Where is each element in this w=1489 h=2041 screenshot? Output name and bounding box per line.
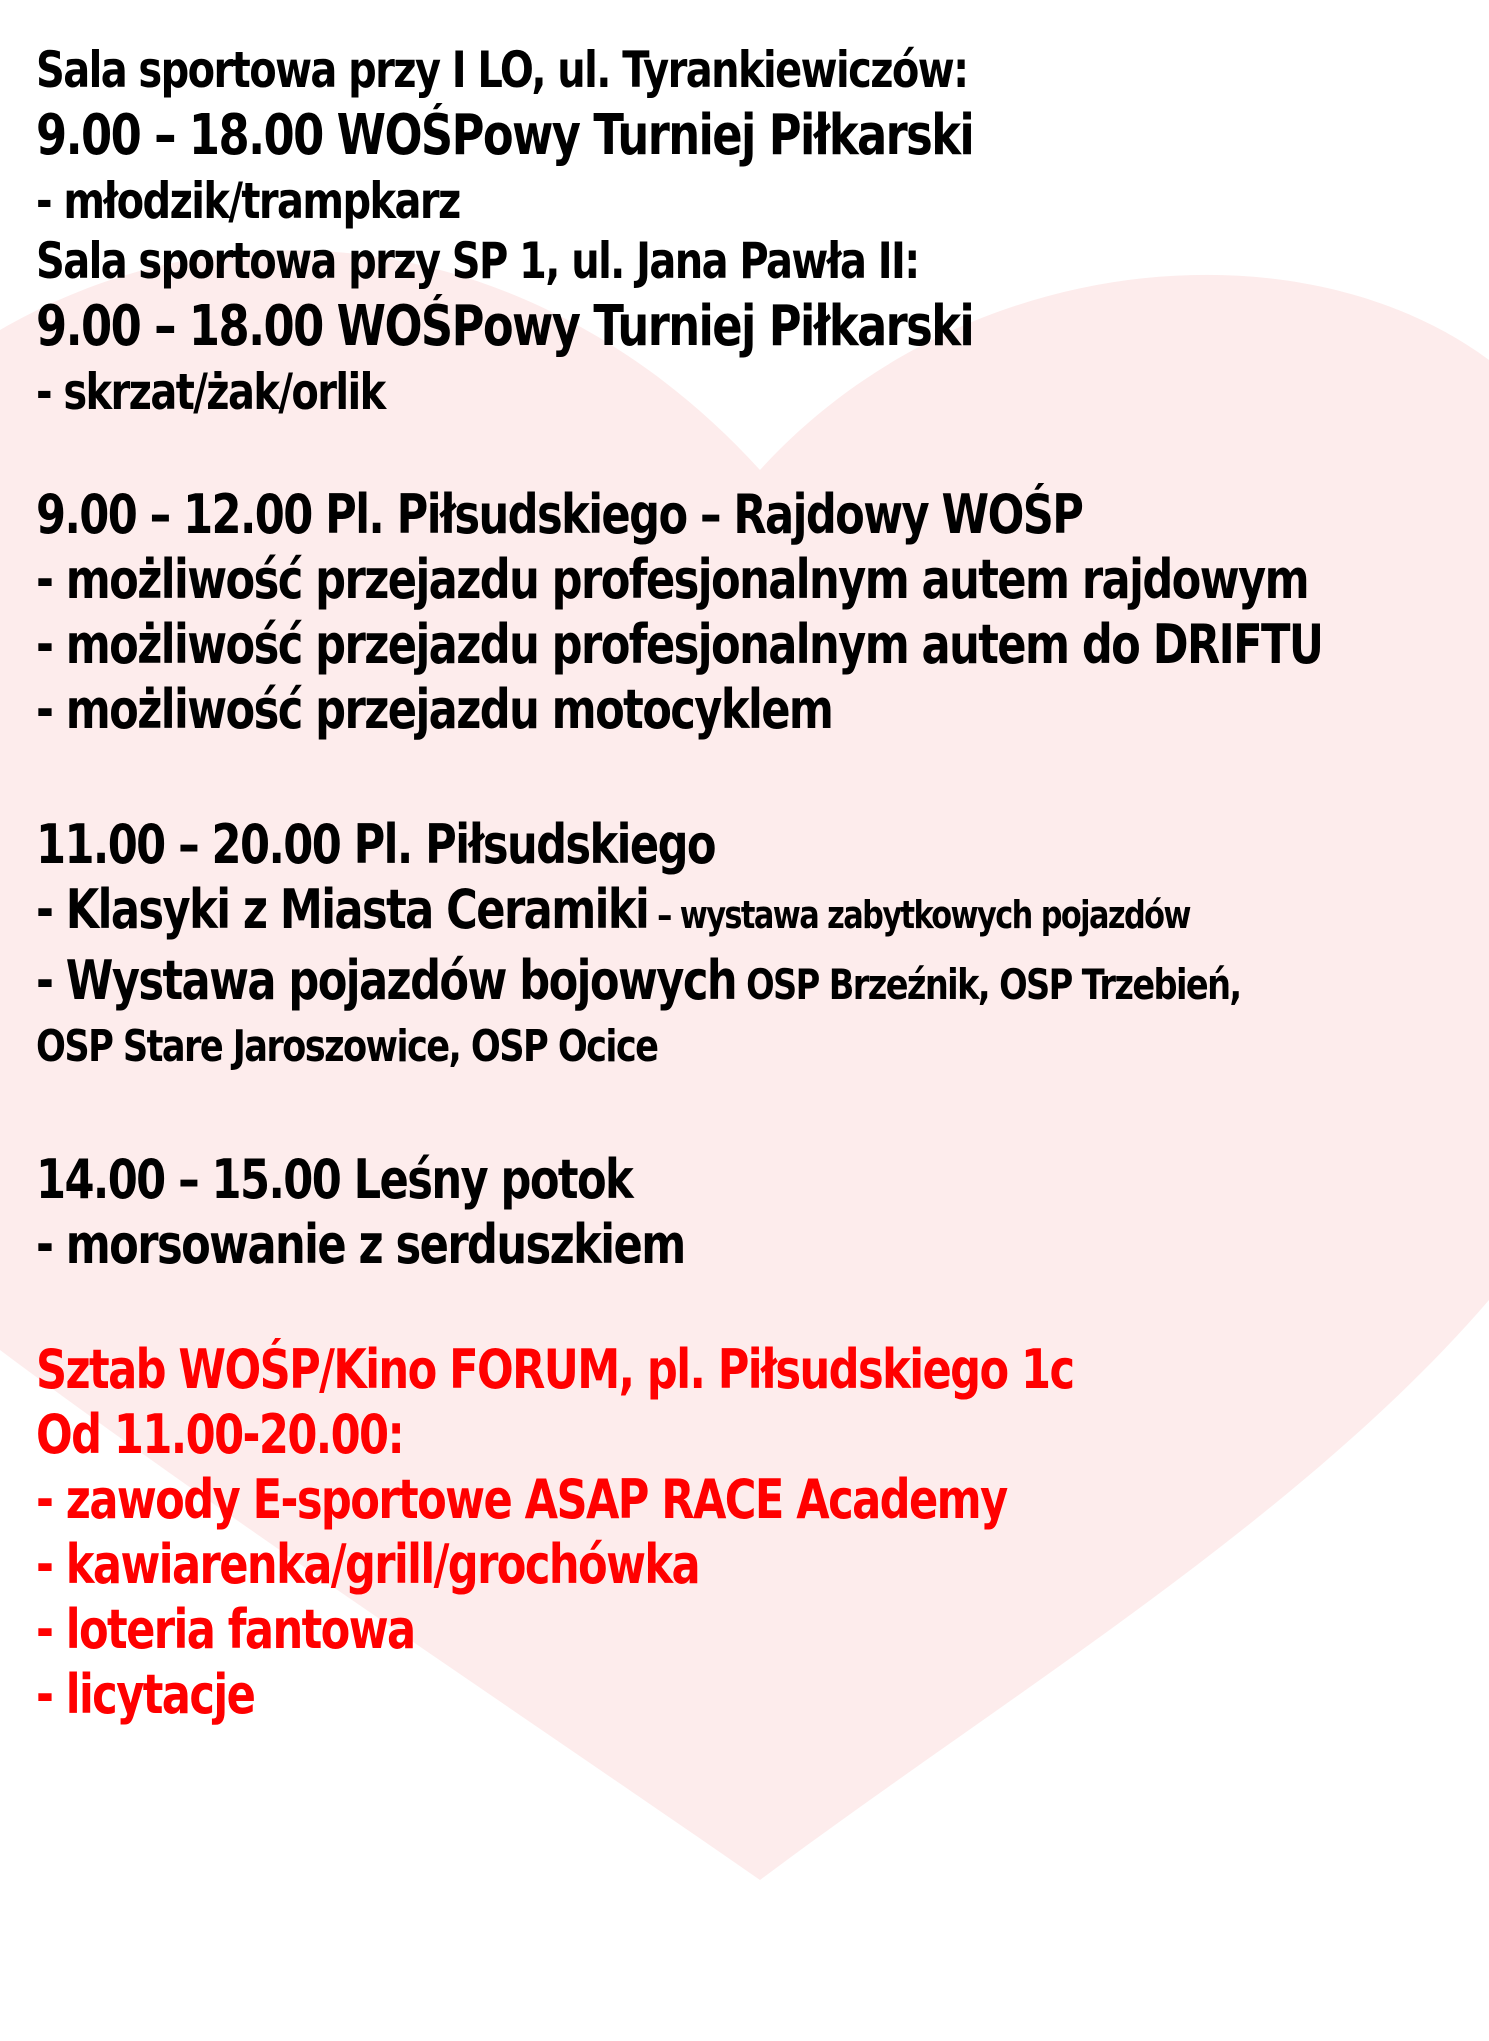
event-heading: 9.00 – 18.00 WOŚPowy Turniej Piłkarski [36, 294, 974, 359]
event-detail: - morsowanie z serduszkiem [36, 1213, 685, 1276]
list-item: - loteria fantowa [36, 1598, 415, 1661]
list-item: - możliwość przejazdu profesjonalnym autem rajdowym [36, 548, 1309, 611]
list-item [36, 877, 1188, 948]
event-heading: 11.00 – 20.00 Pl. Piłsudskiego [36, 813, 715, 876]
list-item: - zawody E-sportowe ASAP RACE Academy [36, 1468, 1007, 1531]
list-item [36, 948, 1241, 1017]
spacer [36, 1277, 1476, 1337]
event-heading: 9.00 – 18.00 WOŚPowy Turniej Piłkarski [36, 103, 974, 168]
event-detail: - skrzat/żak/orlik [36, 363, 385, 421]
list-item-main: - Wystawa pojazdów bojowych [36, 949, 736, 1012]
list-item: - możliwość przejazdu motocyklem [36, 678, 833, 741]
list-item: - licytacje [36, 1663, 255, 1726]
venue-heading: Sztab WOŚP/Kino FORUM, pl. Piłsudskiego 1c [36, 1338, 1074, 1401]
list-item: - możliwość przejazdu profesjonalnym autem do DRIFTU [36, 613, 1323, 676]
spacer [36, 1077, 1476, 1147]
event-detail: - młodzik/trampkarz [36, 172, 460, 230]
list-item-main: - Klasyki z Miasta Ceramiki [36, 878, 649, 941]
list-item-continuation: OSP Stare Jaroszowice, OSP Ocice [36, 1021, 658, 1072]
venue-heading: Sala sportowa przy I LO, ul. Tyrankiewiczów: [36, 41, 968, 99]
event-heading: 9.00 – 12.00 Pl. Piłsudskiego – Rajdowy WOŚP [36, 483, 1083, 546]
list-item-sub: OSP Brzeźnik, OSP Trzebień, [735, 960, 1241, 1009]
list-item: - kawiarenka/grill/grochówka [36, 1533, 700, 1596]
spacer [36, 422, 1476, 482]
list-item-sub: – wystawa zabytkowych pojazdów [648, 893, 1190, 937]
spacer [36, 742, 1476, 812]
hours-heading: Od 11.00-20.00: [36, 1403, 404, 1466]
event-schedule [36, 40, 1476, 1727]
venue-heading: Sala sportowa przy SP 1, ul. Jana Pawła II: [36, 232, 919, 290]
event-heading: 14.00 – 15.00 Leśny potok [36, 1148, 633, 1211]
